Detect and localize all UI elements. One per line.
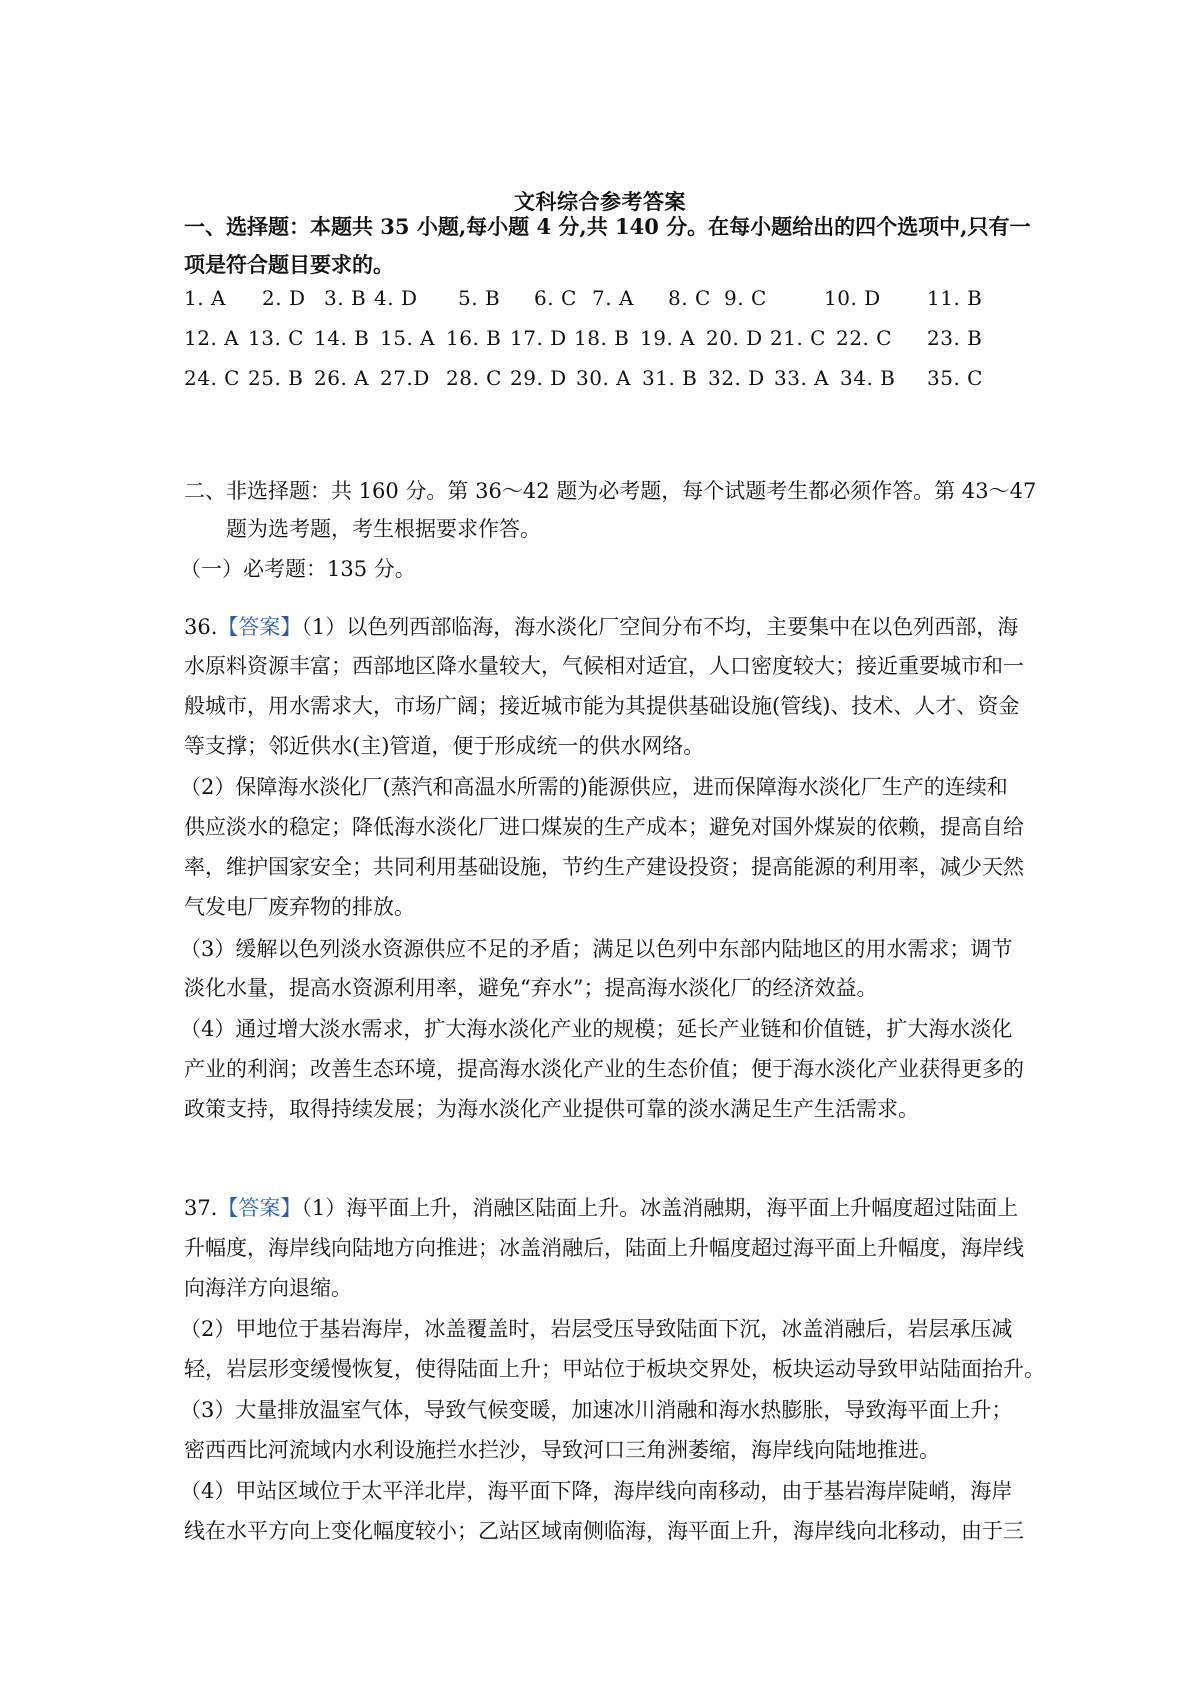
answer-item: 11. B (927, 286, 983, 310)
q37-line: 线在水平方向上变化幅度较小；乙站区域南侧临海，海平面上升，海岸线向北移动，由于三 (184, 1519, 1024, 1543)
answer-item: 12. A (184, 326, 240, 350)
section2-heading-line2: 题为选考题，考生根据要求作答。 (226, 517, 541, 541)
q36-line: 产业的利润；改善生态环境，提高海水淡化产业的生态价值；便于海水淡化产业获得更多的 (184, 1057, 1024, 1081)
q36-line: （4）通过增大淡水需求，扩大海水淡化产业的规模；延长产业链和价值链，扩大海水淡化 (180, 1017, 1013, 1041)
q36-line: 淡化水量，提高水资源利用率，避免“弃水”；提高海水淡化厂的经济效益。 (184, 976, 878, 1000)
answer-item: 34. B (840, 366, 896, 390)
answer-item: 24. C (184, 366, 240, 390)
answer-item: 6. C (534, 286, 577, 310)
answer-item: 15. A (380, 326, 436, 350)
question-number: 37. (184, 1196, 218, 1220)
answer-item: 23. B (927, 326, 983, 350)
answer-row-2 (184, 326, 1044, 356)
q36-line: 气发电厂废弃物的排放。 (184, 895, 415, 919)
answer-item: 10. D (824, 286, 881, 310)
answer-item: 4. D (374, 286, 418, 310)
q36-line: （3）缓解以色列淡水资源供应不足的矛盾；满足以色列中东部内陆地区的用水需求；调节 (180, 937, 1013, 961)
answer-item: 7. A (592, 286, 634, 310)
answer-item: 14. B (314, 326, 370, 350)
answer-tag: 【答案】 (217, 1196, 302, 1220)
q37-line: 升幅度，海岸线向陆地方向推进；冰盖消融后，陆面上升幅度超过海平面上升幅度，海岸线 (184, 1236, 1024, 1260)
q36-line: 率，维护国家安全；共同利用基础设施，节约生产建设投资；提高能源的利用率，减少天然 (184, 855, 1024, 879)
q37-line: （3）大量排放温室气体，导致气候变暖，加速冰川消融和海水热膨胀，导致海平面上升； (180, 1398, 1013, 1422)
answer-item: 21. C (770, 326, 826, 350)
page-title: 文科综合参考答案 (514, 189, 686, 214)
answer-item: 16. B (446, 326, 502, 350)
q36-line: 供应淡水的稳定；降低海水淡化厂进口煤炭的生产成本；避免对国外煤炭的依赖，提高自给 (184, 815, 1024, 839)
answer-item: 3. B (324, 286, 367, 310)
question-number: 36. (184, 615, 218, 639)
answer-item: 8. C (668, 286, 711, 310)
q36-line: 政策支持，取得持续发展；为海水淡化产业提供可靠的淡水满足生产生活需求。 (184, 1097, 919, 1121)
answer-text: （1）海平面上升，消融区陆面上升。冰盖消融期，海平面上升幅度超过陆面上 (301, 1196, 1019, 1220)
answer-item: 32. D (708, 366, 765, 390)
answer-item: 2. D (262, 286, 306, 310)
answer-item: 19. A (640, 326, 696, 350)
answer-row-3 (184, 366, 1044, 396)
q36-line: 般城市，用水需求大，市场广阔；接近城市能为其提供基础设施(管线)、技术、人才、资金 (184, 694, 1020, 718)
answer-item: 33. A (774, 366, 830, 390)
answer-item: 26. A (314, 366, 370, 390)
answer-item: 5. B (458, 286, 501, 310)
answer-item: 20. D (706, 326, 763, 350)
answer-item: 27.D (380, 366, 430, 390)
answer-item: 31. B (642, 366, 698, 390)
q37-line: 轻，岩层形变缓慢恢复，使得陆面上升；甲站位于板块交界处，板块运动导致甲站陆面抬升。 (184, 1357, 1045, 1381)
answer-item: 30. A (576, 366, 632, 390)
answer-text: （1）以色列西部临海，海水淡化厂空间分布不均，主要集中在以色列西部，海 (301, 615, 1019, 639)
q36-line: （2）保障海水淡化厂(蒸汽和高温水所需的)能源供应，进而保障海水淡化厂生产的连续和 (180, 775, 1008, 799)
answer-item: 18. B (574, 326, 630, 350)
q36-line: 等支撑；邻近供水(主)管道，便于形成统一的供水网络。 (184, 734, 705, 758)
answer-tag: 【答案】 (217, 615, 302, 639)
answer-item: 9. C (724, 286, 767, 310)
section2-heading-line1: 二、非选择题：共 160 分。第 36～42 题为必考题，每个试题考生都必须作答。第 43～47 (184, 479, 1037, 503)
q36-line: 水原料资源丰富；西部地区降水量较大，气候相对适宜，人口密度较大；接近重要城市和一 (184, 654, 1024, 678)
q37-line: 向海洋方向退缩。 (184, 1276, 352, 1300)
q37-line: （4）甲站区域位于太平洋北岸，海平面下降，海岸线向南移动，由于基岩海岸陡峭，海岸 (180, 1479, 1013, 1503)
answer-item: 17. D (510, 326, 567, 350)
q36-line-1 (184, 612, 1044, 642)
answer-item: 28. C (446, 366, 502, 390)
answer-row-1 (184, 286, 1044, 316)
answer-item: 1. A (184, 286, 226, 310)
q37-line-1 (184, 1193, 1044, 1223)
answer-item: 13. C (248, 326, 304, 350)
q37-line: 密西西比河流域内水利设施拦水拦沙，导致河口三角洲萎缩，海岸线向陆地推进。 (184, 1438, 940, 1462)
section1-heading-line1: 一、选择题：本题共 35 小题,每小题 4 分,共 140 分。在每小题给出的四个选项中,只有一 (184, 214, 1031, 239)
answer-item: 29. D (510, 366, 567, 390)
q37-line: （2）甲地位于基岩海岸，冰盖覆盖时，岩层受压导致陆面下沉，冰盖消融后，岩层承压减 (180, 1317, 1013, 1341)
section2-subheading: （一）必考题：135 分。 (180, 557, 416, 581)
section1-heading-line2: 项是符合题目要求的。 (184, 252, 394, 277)
answer-item: 35. C (927, 366, 983, 390)
answer-item: 25. B (248, 366, 304, 390)
answer-item: 22. C (836, 326, 892, 350)
